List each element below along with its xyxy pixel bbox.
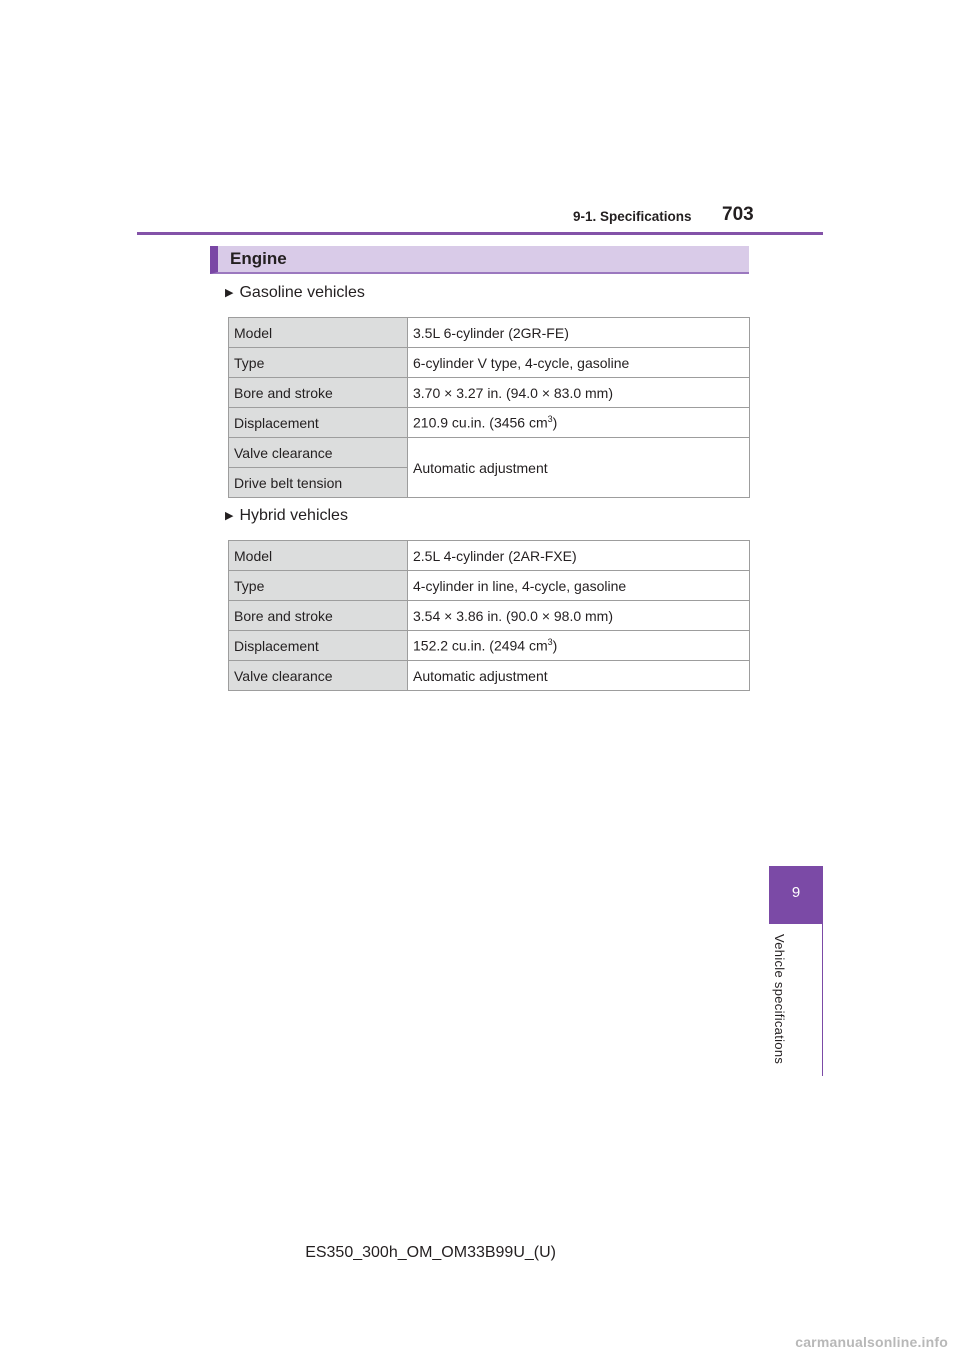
gasoline-model-label: Model [229,318,408,348]
section-bar [210,246,749,274]
table-row [229,661,750,691]
chapter-tab-rule [822,924,823,1076]
gasoline-model-value: 3.5L 6-cylinder (2GR-FE) [408,318,750,348]
gasoline-type-value: 6-cylinder V type, 4-cycle, gasoline [408,348,750,378]
hybrid-valve-value: Automatic adjustment [408,661,750,691]
footer-code: ES350_300h_OM_OM33B99U_(U) [305,1244,556,1261]
gasoline-displacement-label: Displacement [229,408,408,438]
chapter-tab-label: Vehicle specifications [772,934,787,1065]
gasoline-type-label: Type [229,348,408,378]
gasoline-displacement-value [408,408,750,438]
section-title: Engine [230,249,287,268]
gasoline-auto-adjust-value: Automatic adjustment [408,438,750,498]
hybrid-displacement-close: ) [552,637,558,654]
hybrid-displacement-label: Displacement [229,631,408,661]
chapter-tab [769,866,823,924]
gasoline-spec-table [228,317,750,498]
gasoline-displacement-close: ) [552,414,558,431]
gasoline-heading-text: Gasoline vehicles [239,284,365,301]
hybrid-type-label: Type [229,571,408,601]
table-row [229,571,750,601]
hybrid-bore-value: 3.54 × 3.86 in. (90.0 × 98.0 mm) [408,601,750,631]
header-rule [137,232,823,235]
gasoline-bore-label: Bore and stroke [229,378,408,408]
page-number: 703 [722,204,754,225]
hybrid-displacement-exponent: 3 [547,637,553,648]
table-row [229,631,750,661]
hybrid-heading [225,507,348,525]
gasoline-displacement-exponent: 3 [547,414,553,425]
hybrid-valve-label: Valve clearance [229,661,408,691]
table-row [229,541,750,571]
gasoline-valve-label: Valve clearance [229,438,408,468]
chapter-tab-number: 9 [791,884,801,901]
hybrid-type-value: 4-cylinder in line, 4-cycle, gasoline [408,571,750,601]
gasoline-belt-label: Drive belt tension [229,468,408,498]
table-row [229,408,750,438]
table-row [229,438,750,468]
hybrid-spec-table [228,540,750,691]
gasoline-bore-value: 3.70 × 3.27 in. (94.0 × 83.0 mm) [408,378,750,408]
hybrid-model-value: 2.5L 4-cylinder (2AR-FXE) [408,541,750,571]
hybrid-displacement-value [408,631,750,661]
gasoline-displacement-text: 210.9 cu.in. (3456 cm [413,414,548,431]
hybrid-displacement-text: 152.2 cu.in. (2494 cm [413,637,548,654]
hybrid-bore-label: Bore and stroke [229,601,408,631]
hybrid-heading-text: Hybrid vehicles [239,507,348,524]
table-row [229,318,750,348]
triangle-bullet-icon: ▶ [225,510,234,522]
hybrid-model-label: Model [229,541,408,571]
table-row [229,348,750,378]
table-row [229,378,750,408]
triangle-bullet-icon: ▶ [225,287,234,299]
header-section-title: 9-1. Specifications [573,209,692,224]
gasoline-heading [225,284,365,302]
table-row [229,601,750,631]
watermark: carmanualsonline.info [795,1334,948,1350]
